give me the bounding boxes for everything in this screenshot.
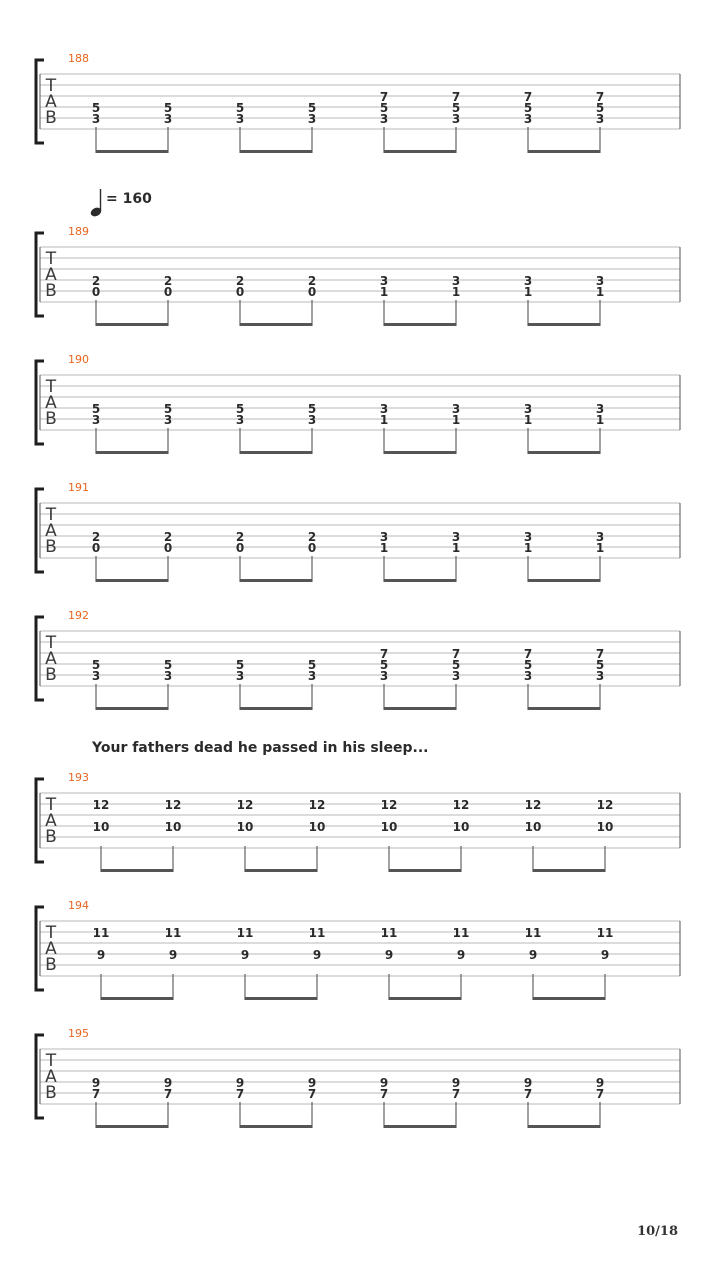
note-beam (528, 1125, 600, 1128)
note-beam (389, 869, 461, 872)
measure-number: 191 (68, 481, 89, 494)
fret-number: 5 (307, 658, 317, 672)
fret-number: 1 (523, 413, 533, 427)
fret-number: 10 (236, 820, 254, 834)
fret-number: 7 (451, 647, 461, 661)
fret-number: 3 (307, 413, 317, 427)
fret-number: 1 (379, 541, 389, 555)
fret-number: 0 (91, 541, 101, 555)
fret-number: 9 (163, 1076, 173, 1090)
fret-number: 9 (96, 948, 106, 962)
page-number: 10/18 (637, 1224, 678, 1239)
tab-letter-a: A (45, 92, 57, 112)
note-beam (240, 579, 312, 582)
fret-number: 3 (523, 402, 533, 416)
fret-number: 5 (235, 101, 245, 115)
fret-number: 10 (92, 820, 110, 834)
fret-number: 12 (524, 798, 542, 812)
fret-number: 3 (451, 402, 461, 416)
fret-number: 7 (451, 1087, 461, 1101)
fret-number: 10 (164, 820, 182, 834)
tab-system-191 (36, 481, 680, 582)
fret-number: 1 (379, 413, 389, 427)
fret-number: 3 (379, 530, 389, 544)
tab-letter-t: T (45, 249, 57, 269)
fret-number: 9 (307, 1076, 317, 1090)
tab-letter-t: T (45, 377, 57, 397)
fret-number: 3 (451, 530, 461, 544)
tab-letter-b: B (45, 827, 57, 847)
fret-number: 2 (91, 274, 101, 288)
fret-number: 7 (235, 1087, 245, 1101)
fret-number: 10 (452, 820, 470, 834)
measure-number: 194 (68, 899, 89, 912)
fret-number: 11 (164, 926, 182, 940)
note-beam (384, 707, 456, 710)
fret-number: 0 (163, 285, 173, 299)
fret-number: 7 (523, 1087, 533, 1101)
note-beam (96, 150, 168, 153)
tab-system-189 (36, 225, 680, 326)
tab-letter-t: T (45, 795, 57, 815)
fret-number: 11 (524, 926, 542, 940)
fret-number: 11 (236, 926, 254, 940)
fret-number: 11 (308, 926, 326, 940)
fret-number: 3 (91, 669, 101, 683)
fret-number: 9 (451, 1076, 461, 1090)
fret-number: 10 (380, 820, 398, 834)
fret-number: 3 (523, 112, 533, 126)
fret-number: 5 (595, 101, 605, 115)
fret-number: 9 (91, 1076, 101, 1090)
fret-number: 12 (380, 798, 398, 812)
fret-number: 3 (235, 669, 245, 683)
fret-number: 3 (595, 274, 605, 288)
fret-number: 3 (235, 413, 245, 427)
fret-number: 2 (91, 530, 101, 544)
fret-number: 1 (379, 285, 389, 299)
fret-number: 5 (163, 101, 173, 115)
fret-number: 9 (312, 948, 322, 962)
measure-number: 193 (68, 771, 89, 784)
measure-number: 192 (68, 609, 89, 622)
tab-system-193 (36, 771, 680, 872)
fret-number: 3 (379, 112, 389, 126)
note-beam (96, 1125, 168, 1128)
fret-number: 12 (308, 798, 326, 812)
fret-number: 3 (163, 112, 173, 126)
lyric-annotation: Your fathers dead he passed in his sleep... (92, 740, 429, 756)
note-beam (101, 997, 173, 1000)
fret-number: 2 (307, 274, 317, 288)
fret-number: 11 (92, 926, 110, 940)
fret-number: 3 (163, 669, 173, 683)
note-beam (384, 579, 456, 582)
fret-number: 9 (168, 948, 178, 962)
measure-number: 190 (68, 353, 89, 366)
note-beam (528, 150, 600, 153)
fret-number: 5 (451, 101, 461, 115)
fret-number: 5 (379, 101, 389, 115)
fret-number: 1 (451, 413, 461, 427)
tab-letter-a: A (45, 939, 57, 959)
fret-number: 3 (307, 669, 317, 683)
note-beam (245, 997, 317, 1000)
fret-number: 3 (379, 669, 389, 683)
fret-number: 7 (91, 1087, 101, 1101)
fret-number: 3 (451, 112, 461, 126)
fret-number: 1 (451, 541, 461, 555)
fret-number: 12 (164, 798, 182, 812)
fret-number: 3 (235, 112, 245, 126)
tab-letter-b: B (45, 1083, 57, 1103)
fret-number: 1 (451, 285, 461, 299)
fret-number: 0 (235, 285, 245, 299)
tempo-value: = 160 (106, 191, 152, 207)
tab-letter-a: A (45, 649, 57, 669)
fret-number: 0 (307, 541, 317, 555)
fret-number: 2 (235, 274, 245, 288)
note-beam (96, 579, 168, 582)
tab-system-194 (36, 899, 680, 1000)
tab-letter-b: B (45, 537, 57, 557)
tab-letter-a: A (45, 1067, 57, 1087)
note-beam (240, 1125, 312, 1128)
fret-number: 3 (163, 413, 173, 427)
fret-number: 5 (91, 402, 101, 416)
fret-number: 12 (452, 798, 470, 812)
fret-number: 5 (163, 402, 173, 416)
tempo-marking (89, 189, 152, 218)
note-beam (96, 707, 168, 710)
fret-number: 9 (595, 1076, 605, 1090)
fret-number: 1 (595, 541, 605, 555)
fret-number: 3 (307, 112, 317, 126)
fret-number: 3 (595, 669, 605, 683)
fret-number: 7 (595, 647, 605, 661)
tab-letter-a: A (45, 811, 57, 831)
fret-number: 11 (380, 926, 398, 940)
note-beam (533, 997, 605, 1000)
note-beam (240, 323, 312, 326)
fret-number: 5 (307, 101, 317, 115)
fret-number: 7 (379, 90, 389, 104)
fret-number: 9 (235, 1076, 245, 1090)
tab-system-195 (36, 1027, 680, 1128)
tab-letter-a: A (45, 393, 57, 413)
fret-number: 9 (600, 948, 610, 962)
measure-number: 188 (68, 52, 89, 65)
fret-number: 1 (595, 285, 605, 299)
fret-number: 7 (523, 90, 533, 104)
note-beam (245, 869, 317, 872)
fret-number: 5 (235, 658, 245, 672)
fret-number: 2 (163, 530, 173, 544)
fret-number: 5 (451, 658, 461, 672)
fret-number: 5 (235, 402, 245, 416)
fret-number: 0 (163, 541, 173, 555)
tab-letter-t: T (45, 76, 57, 96)
tab-letter-t: T (45, 633, 57, 653)
fret-number: 3 (379, 274, 389, 288)
fret-number: 1 (523, 285, 533, 299)
fret-number: 3 (595, 530, 605, 544)
fret-number: 3 (451, 274, 461, 288)
fret-number: 5 (595, 658, 605, 672)
fret-number: 3 (523, 530, 533, 544)
note-beam (240, 451, 312, 454)
fret-number: 7 (307, 1087, 317, 1101)
note-beam (384, 1125, 456, 1128)
fret-number: 5 (379, 658, 389, 672)
fret-number: 2 (307, 530, 317, 544)
fret-number: 0 (91, 285, 101, 299)
fret-number: 1 (595, 413, 605, 427)
fret-number: 9 (528, 948, 538, 962)
fret-number: 9 (523, 1076, 533, 1090)
fret-number: 3 (523, 274, 533, 288)
fret-number: 0 (307, 285, 317, 299)
tab-letter-a: A (45, 265, 57, 285)
fret-number: 5 (307, 402, 317, 416)
fret-number: 3 (91, 413, 101, 427)
fret-number: 0 (235, 541, 245, 555)
fret-number: 12 (92, 798, 110, 812)
fret-number: 7 (595, 90, 605, 104)
tab-letter-b: B (45, 665, 57, 685)
tab-systems (36, 52, 680, 1128)
tab-letter-b: B (45, 409, 57, 429)
fret-number: 5 (523, 101, 533, 115)
note-beam (528, 707, 600, 710)
note-beam (101, 869, 173, 872)
tab-letter-b: B (45, 955, 57, 975)
tab-letter-b: B (45, 281, 57, 301)
fret-number: 3 (451, 669, 461, 683)
fret-number: 3 (595, 402, 605, 416)
note-beam (528, 451, 600, 454)
fret-number: 9 (240, 948, 250, 962)
tab-letter-b: B (45, 108, 57, 128)
note-beam (384, 323, 456, 326)
fret-number: 10 (524, 820, 542, 834)
measure-number: 195 (68, 1027, 89, 1040)
fret-number: 3 (523, 669, 533, 683)
fret-number: 1 (523, 541, 533, 555)
fret-number: 3 (595, 112, 605, 126)
fret-number: 3 (379, 402, 389, 416)
tab-letter-t: T (45, 923, 57, 943)
note-beam (533, 869, 605, 872)
note-beam (528, 323, 600, 326)
fret-number: 9 (379, 1076, 389, 1090)
fret-number: 7 (379, 647, 389, 661)
fret-number: 11 (596, 926, 614, 940)
fret-number: 7 (451, 90, 461, 104)
fret-number: 9 (456, 948, 466, 962)
fret-number: 12 (596, 798, 614, 812)
tab-letter-t: T (45, 505, 57, 525)
tab-system-190 (36, 353, 680, 454)
fret-number: 12 (236, 798, 254, 812)
fret-number: 11 (452, 926, 470, 940)
fret-number: 5 (163, 658, 173, 672)
fret-number: 7 (379, 1087, 389, 1101)
measure-number: 189 (68, 225, 89, 238)
fret-number: 2 (235, 530, 245, 544)
fret-number: 5 (91, 658, 101, 672)
fret-number: 7 (595, 1087, 605, 1101)
tab-letter-a: A (45, 521, 57, 541)
note-beam (384, 150, 456, 153)
tab-system-192 (36, 609, 680, 710)
fret-number: 7 (523, 647, 533, 661)
fret-number: 7 (163, 1087, 173, 1101)
fret-number: 5 (523, 658, 533, 672)
fret-number: 10 (308, 820, 326, 834)
fret-number: 10 (596, 820, 614, 834)
note-beam (96, 323, 168, 326)
fret-number: 3 (91, 112, 101, 126)
tab-letter-t: T (45, 1051, 57, 1071)
note-beam (384, 451, 456, 454)
note-beam (389, 997, 461, 1000)
note-beam (96, 451, 168, 454)
fret-number: 2 (163, 274, 173, 288)
note-beam (240, 707, 312, 710)
fret-number: 9 (384, 948, 394, 962)
note-beam (528, 579, 600, 582)
fret-number: 5 (91, 101, 101, 115)
note-beam (240, 150, 312, 153)
tab-system-188 (36, 52, 680, 153)
